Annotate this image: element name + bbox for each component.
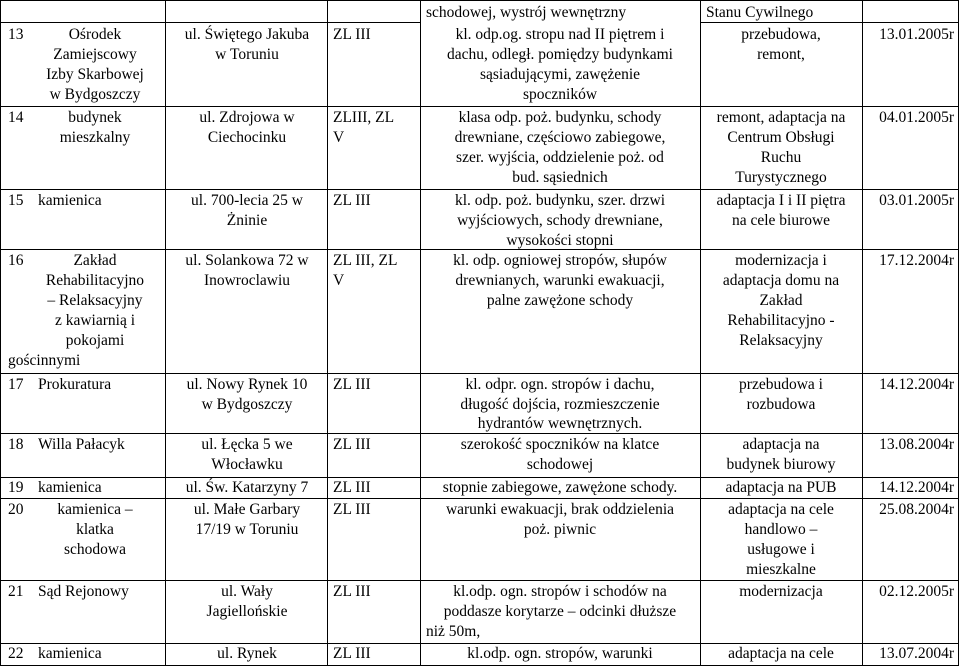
cell-issues-line: stopnie zabiegowe, zawężone schody. — [442, 479, 678, 496]
cell-no: 13 — [8, 26, 24, 43]
cell-object-line: Rehabilitacyjno — [45, 272, 145, 289]
cell-object-line: z kawiarnią i — [54, 312, 136, 329]
cell-object-line: pokojami — [65, 332, 125, 349]
cell-date: 17.12.2004r — [879, 252, 954, 269]
cell-object-line: mieszkalny — [59, 129, 131, 146]
cell-address-line: ul. 700-lecia 25 w — [191, 192, 303, 209]
cell-address-line: w Bydgoszczy — [201, 396, 293, 413]
cell-address-line: 17/19 w Toruniu — [195, 521, 299, 538]
cell-address-line: ul. Małe Garbary — [193, 501, 301, 518]
row-divider — [0, 22, 420, 23]
cell-object-line: kamienica — [38, 192, 102, 209]
cell-class-line: ZL III — [333, 645, 371, 662]
cell-issues-line: niż 50m, — [426, 623, 481, 640]
cell-object-line: Izby Skarbowej — [46, 66, 144, 83]
cell-purpose-line: adaptacja na PUB — [725, 479, 837, 496]
cell-issues-line: długość dojścia, rozmieszczenie — [460, 396, 660, 413]
cell-class-line: ZL III — [333, 192, 371, 209]
cell-no: 17 — [8, 376, 24, 393]
cell-issues-line: szerokość spoczników na klatce — [460, 436, 660, 453]
cell-address-line: Jagiellońskie — [206, 603, 288, 620]
cell-purpose-line: budynek biurowy — [726, 456, 836, 473]
cell-date: 14.12.2004r — [879, 376, 954, 393]
cell-issues-line: spoczników — [522, 86, 598, 103]
cell-object-line: Prokuratura — [38, 376, 112, 393]
cell-purpose-line: adaptacja I i II piętra — [716, 192, 846, 209]
cell-purpose-line: modernizacja i — [735, 252, 827, 269]
cell-purpose-line: na cele biurowe — [731, 212, 831, 229]
cell-object-line: budynek — [68, 109, 122, 126]
cell-class-line: ZL III — [333, 501, 371, 518]
table-border-bottom — [0, 665, 959, 666]
cell-issues-line: palne zawężone schody — [486, 292, 634, 309]
cell-date: 02.12.2005r — [879, 583, 954, 600]
cell-purpose-line: Turystycznego — [735, 169, 827, 186]
cell-class-line: V — [333, 129, 345, 146]
cell-purpose-line: rozbudowa — [746, 396, 816, 413]
cell-issues-line: poddasze korytarze – odcinki dłuższe — [443, 603, 677, 620]
cell-no: 20 — [8, 501, 24, 518]
cell-issues-line: kl.odp. ogn. stropów i schodów na — [453, 583, 667, 600]
cell-address-line: ul. Zdrojowa w — [199, 109, 295, 126]
cell-object-line: gościnnymi — [8, 352, 81, 369]
cell-object-line: Sąd Rejonowy — [38, 583, 129, 600]
cell-purpose-line: adaptacja na cele — [728, 501, 834, 518]
cell-no: 18 — [8, 436, 24, 453]
column-divider — [420, 0, 421, 666]
cell-date: 03.01.2005r — [879, 192, 954, 209]
cell-no: 15 — [8, 192, 24, 209]
cell-address-line: Inowroclawiu — [203, 272, 291, 289]
cell-object-line: – Relaksacyjny — [47, 292, 143, 309]
cell-notes-continuation: Stanu Cywilnego — [706, 4, 814, 21]
cell-issues-line: drewnianych, warunki ewakuacji, — [455, 272, 665, 289]
cell-issues-line: kl. odp. ogniowej stropów, słupów — [453, 252, 667, 269]
cell-purpose-line: Relaksacyjny — [739, 332, 823, 349]
cell-purpose-line: Centrum Obsługi — [727, 129, 835, 146]
row-divider — [0, 498, 959, 499]
cell-class-line: ZL III — [333, 26, 371, 43]
cell-address-line: ul. Solankowa 72 w — [185, 252, 309, 269]
cell-purpose-line: handlowo – — [744, 521, 818, 538]
cell-purpose-line: Ruchu — [760, 149, 802, 166]
table-border-left — [0, 0, 1, 666]
cell-address-line: Włocławku — [211, 456, 283, 473]
cell-address-line: Ciechocinku — [207, 129, 287, 146]
cell-no: 22 — [8, 645, 24, 662]
cell-object-line: Zakład — [73, 252, 117, 269]
cell-issues-line: kl. odp. poż. budynku, szer. drzwi — [454, 192, 666, 209]
cell-object-line: Willa Pałacyk — [38, 436, 125, 453]
cell-purpose-line: adaptacja na cele — [728, 645, 834, 662]
cell-purpose-line: remont, adaptacja na — [716, 109, 846, 126]
column-divider — [327, 0, 328, 666]
cell-purpose-line: modernizacja — [739, 583, 823, 600]
cell-object-line: Zamiejscowy — [53, 46, 137, 63]
cell-object-line: klatka — [76, 521, 114, 538]
cell-issues-line: kl. odpr. ogn. stropów i dachu, — [465, 376, 655, 393]
table-border-top — [0, 0, 959, 1]
cell-issues-line: wyjściowych, schody drewniane, — [457, 212, 663, 229]
cell-no: 16 — [8, 252, 24, 269]
cell-class-line: ZL III — [333, 479, 371, 496]
cell-no: 21 — [8, 583, 24, 600]
cell-purpose-line: Zakład — [759, 292, 803, 309]
cell-no: 19 — [8, 479, 24, 496]
cell-class-line: V — [333, 272, 345, 289]
cell-issues-line: wysokości stopni — [506, 232, 614, 249]
cell-address-line: Żninie — [226, 212, 268, 229]
column-divider — [862, 0, 863, 666]
row-divider — [0, 373, 959, 374]
cell-address-line: ul. Łęcka 5 we — [201, 436, 293, 453]
row-divider — [0, 580, 959, 581]
cell-class-line: ZL III — [333, 376, 371, 393]
cell-purpose-line: mieszkalne — [746, 561, 816, 578]
cell-address-line: ul. Rynek — [217, 645, 277, 662]
cell-issues-continuation: schodowej, wystrój wewnętrzny — [426, 4, 627, 21]
cell-issues-line: poż. piwnic — [523, 521, 597, 538]
cell-issues-line: hydrantów wewnętrznych. — [477, 415, 643, 432]
cell-purpose-line: adaptacja domu na — [722, 272, 840, 289]
cell-purpose-line: przebudowa i — [739, 376, 823, 393]
cell-class-line: ZLIII, ZL — [333, 109, 395, 126]
cell-object-line: kamienica — [38, 645, 102, 662]
cell-issues-line: sąsiadującymi, zawężenie — [479, 66, 641, 83]
cell-address-line: ul. Nowy Rynek 10 — [186, 376, 308, 393]
cell-address-line: ul. Świętego Jakuba — [184, 26, 310, 43]
row-divider — [0, 189, 959, 190]
column-divider — [165, 0, 166, 666]
cell-issues-line: szer. wyjścia, oddzielenie poż. od — [456, 149, 664, 166]
column-divider — [700, 0, 701, 666]
cell-date: 13.08.2004r — [879, 436, 954, 453]
cell-address-line: ul. Wały — [221, 583, 273, 600]
cell-date: 13.01.2005r — [879, 26, 954, 43]
cell-object-line: kamienica — [38, 479, 102, 496]
cell-object-line: w Bydgoszczy — [49, 86, 141, 103]
cell-purpose-line: adaptacja na — [742, 436, 820, 453]
cell-address-line: w Toruniu — [215, 46, 279, 63]
cell-issues-line: klasa odp. poż. budynku, schody — [458, 109, 662, 126]
cell-date: 25.08.2004r — [879, 501, 954, 518]
cell-issues-line: schodowej — [526, 456, 594, 473]
cell-issues-line: warunki ewakuacji, brak oddzielenia — [445, 501, 675, 518]
row-divider — [0, 106, 959, 107]
cell-purpose-line: remont, — [757, 46, 805, 63]
cell-address-line: ul. Św. Katarzyny 7 — [185, 479, 309, 496]
cell-no: 14 — [8, 109, 24, 126]
cell-class-line: ZL III — [333, 583, 371, 600]
cell-issues-line: bud. sąsiednich — [512, 169, 608, 186]
cell-date: 14.12.2004r — [879, 479, 954, 496]
cell-purpose-line: Rehabilitacyjno - — [727, 312, 835, 329]
cell-class-line: ZL III, ZL — [333, 252, 398, 269]
cell-purpose-line: usługowe i — [747, 541, 815, 558]
cell-date: 04.01.2005r — [879, 109, 954, 126]
cell-purpose-line: przebudowa, — [741, 26, 821, 43]
cell-date: 13.07.2004r — [879, 645, 954, 662]
cell-issues-line: drewniane, częściowo zabiegowe, — [454, 129, 666, 146]
cell-object-line: kamienica – — [57, 501, 133, 518]
cell-issues-line: kl.odp. ogn. stropów, warunki — [467, 645, 653, 662]
cell-object-line: schodowa — [64, 541, 126, 558]
cell-issues-line: dachu, odległ. pomiędzy budynkami — [447, 46, 673, 63]
cell-issues-line: kl. odp.og. stropu nad II piętrem i — [455, 26, 665, 43]
cell-class-line: ZL III — [333, 436, 371, 453]
cell-object-line: Ośrodek — [68, 26, 122, 43]
